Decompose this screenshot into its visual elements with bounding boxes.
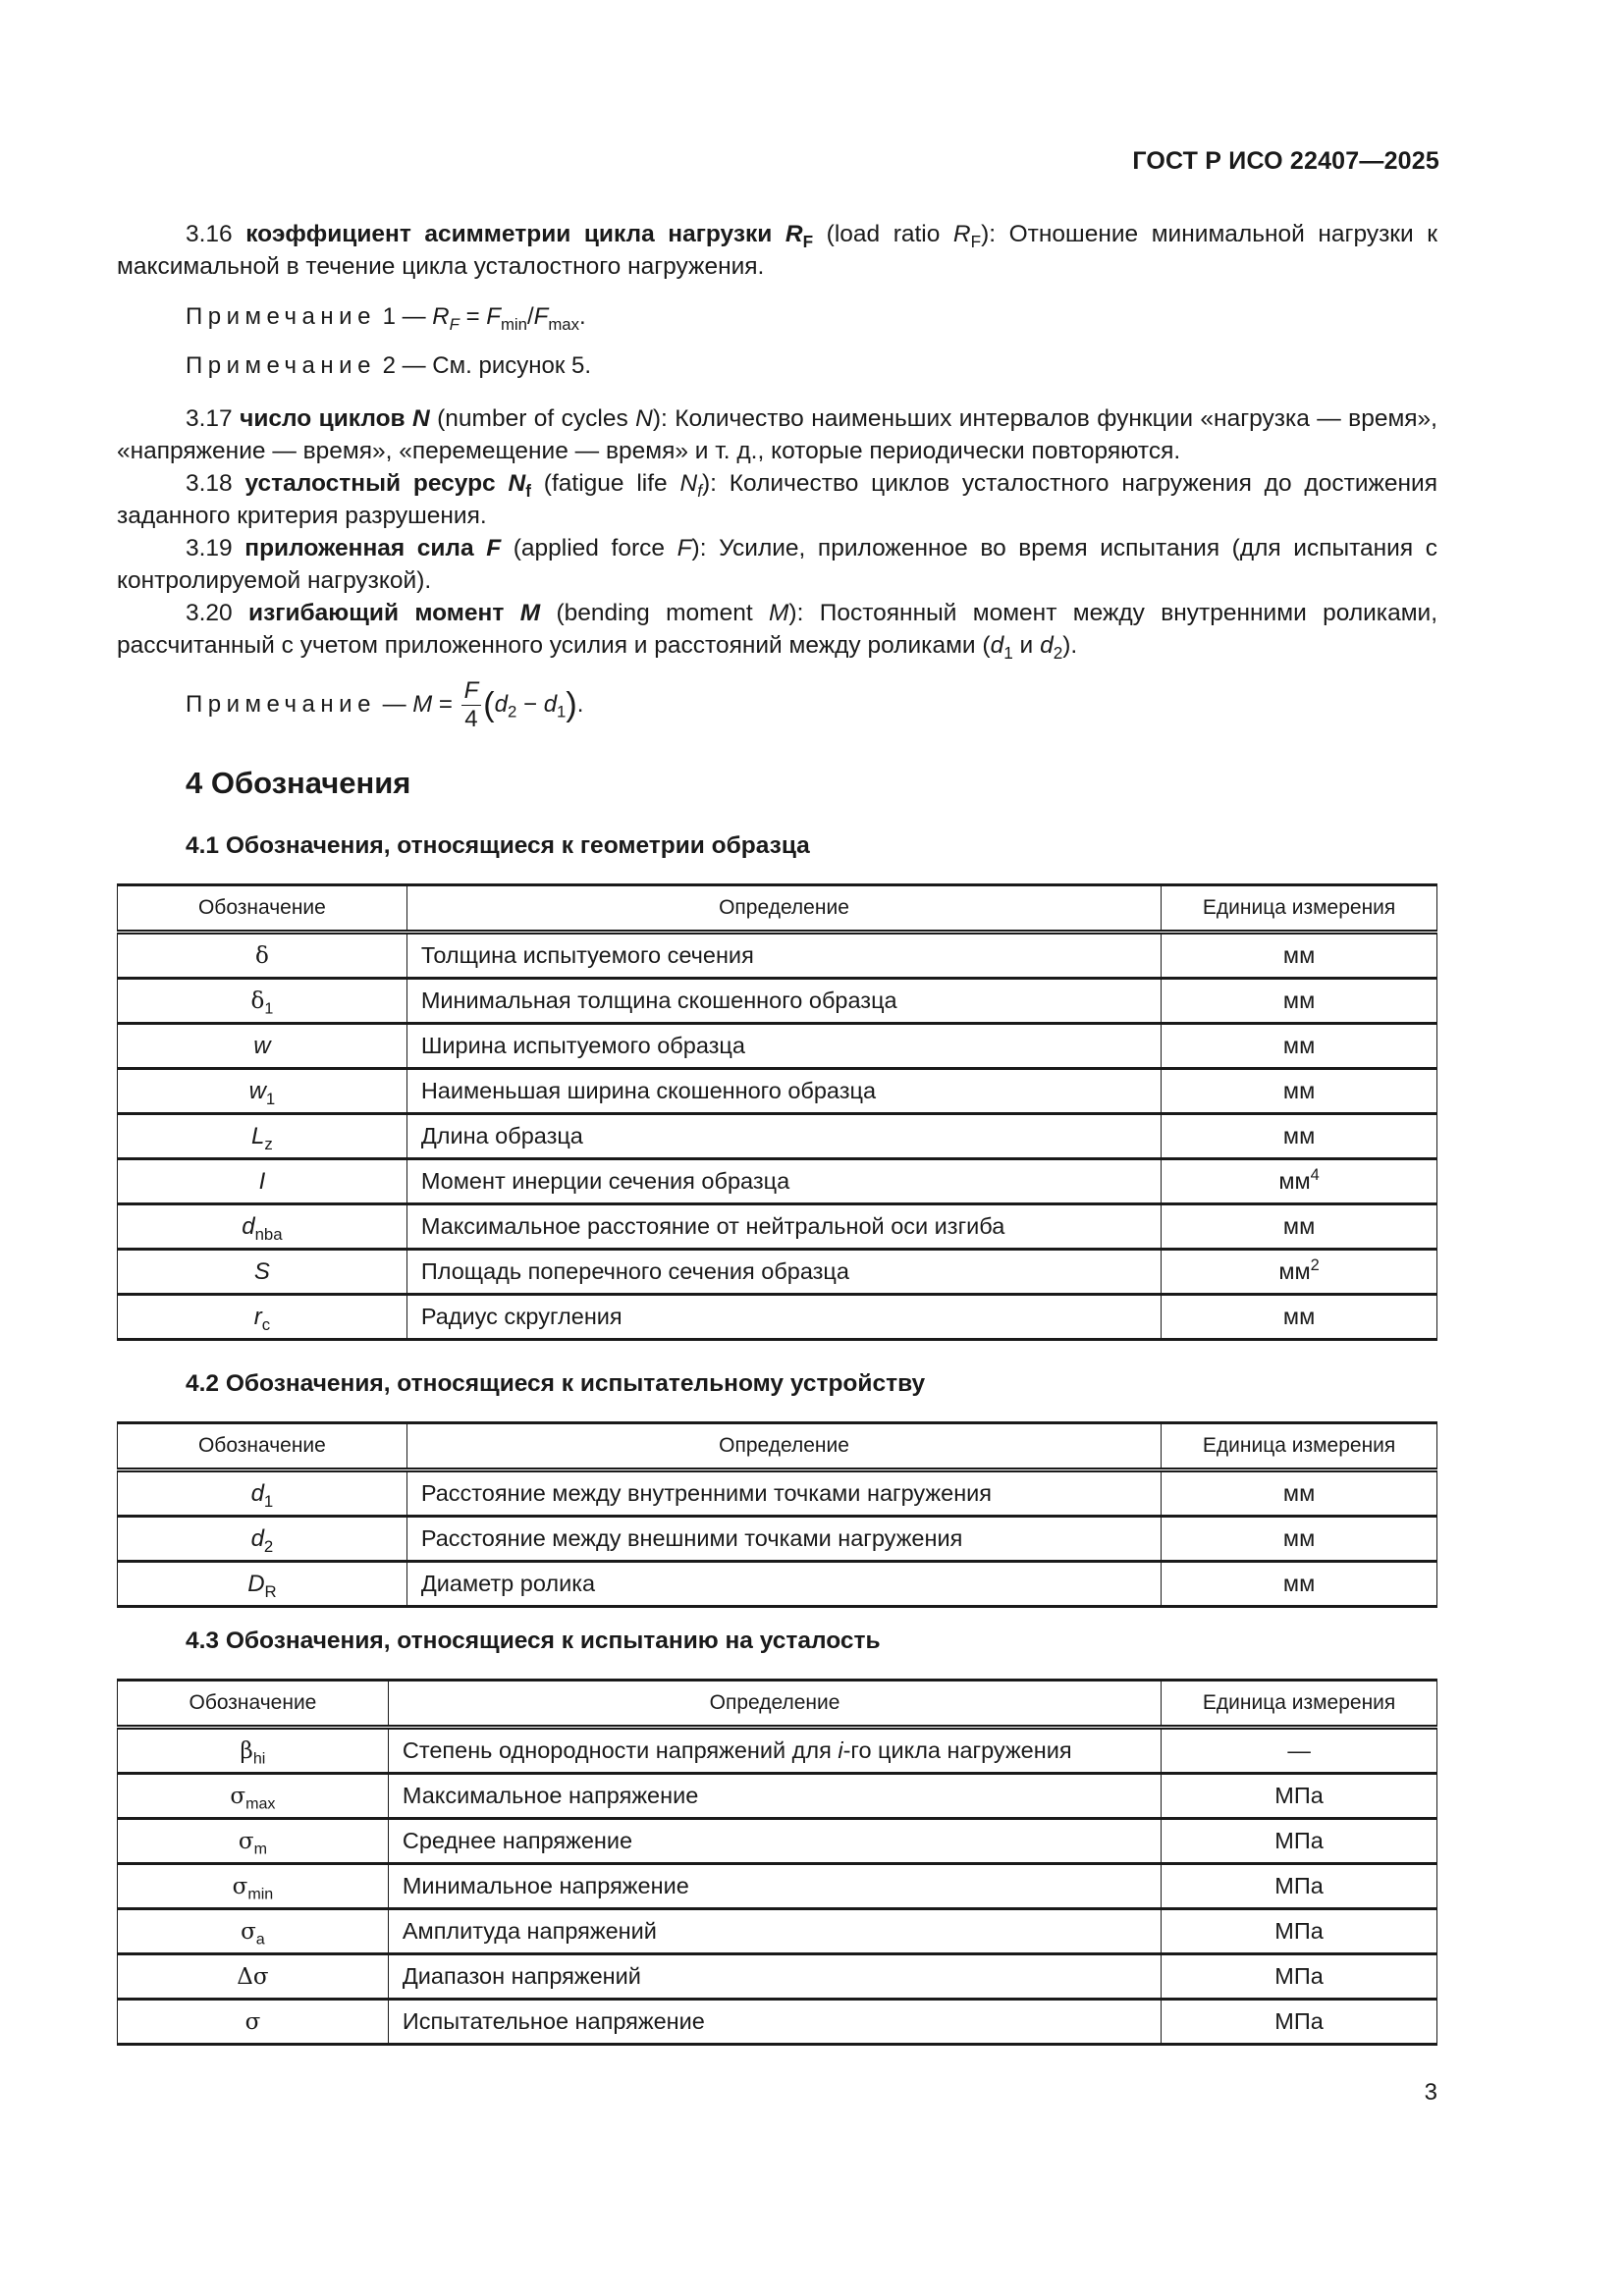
term-symbol: R	[785, 221, 803, 247]
symbol: β	[240, 1737, 253, 1764]
term-name-en: applied force	[520, 535, 665, 561]
table-row	[118, 2000, 1437, 2045]
table-header-row	[118, 885, 1437, 933]
note-label: Примечание	[186, 303, 376, 330]
definition-cell: Диаметр ролика	[406, 1562, 1161, 1607]
definition-cell: Диапазон напряжений	[388, 1954, 1161, 2000]
note-label: Примечание	[186, 352, 376, 379]
header-unit: Единица измерения	[1162, 1681, 1437, 1728]
unit-cell: мм	[1162, 1562, 1437, 1607]
term-number: 3.19	[186, 535, 233, 561]
term-symbol: N	[412, 405, 430, 432]
term-symbol-en: R	[952, 221, 971, 247]
symbol-cell	[118, 1864, 389, 1909]
table-row	[118, 1470, 1437, 1517]
term-symbol-sub: F	[802, 232, 814, 251]
definition-cell: Радиус скругления	[406, 1295, 1161, 1340]
term-symbol-sub: f	[525, 481, 531, 501]
definition-cell: Максимальное расстояние от нейтральной оси изгиба	[406, 1204, 1161, 1250]
unit-cell: мм	[1162, 933, 1437, 979]
term-definition-mid: и	[1012, 632, 1041, 659]
term-name-en: load ratio	[834, 221, 941, 247]
unit-cell: мм	[1162, 1114, 1437, 1159]
symbol-cell	[118, 1517, 407, 1562]
definition-cell: Длина образца	[406, 1114, 1161, 1159]
table-row	[118, 1114, 1437, 1159]
symbols-table-test-device	[117, 1421, 1437, 1608]
term-definition-end: ).	[1062, 632, 1078, 659]
note-text: См. рисунок 5.	[432, 352, 592, 379]
definition-cell: Минимальная толщина скошенного образца	[406, 979, 1161, 1024]
symbol-sub: min	[247, 1885, 274, 1903]
symbol-sub: m	[253, 1840, 267, 1858]
header-definition: Определение	[406, 885, 1161, 933]
term-symbol: N	[508, 470, 526, 497]
header-definition: Определение	[388, 1681, 1161, 1728]
header-symbol: Обозначение	[118, 1681, 389, 1728]
symbol-cell	[118, 1728, 389, 1774]
symbols-table-fatigue-test	[117, 1679, 1437, 2046]
definition-cell: Максимальное напряжение	[388, 1774, 1161, 1819]
subsection-4-3-title: 4.3 Обозначения, относящиеся к испытанию на усталость	[186, 1628, 881, 1654]
symbol: d	[250, 1524, 264, 1552]
header-unit: Единица измерения	[1162, 1423, 1437, 1470]
term-definition: Отношение минимальной нагрузки к максимальной в течение цикла усталостного нагружения.	[117, 221, 1437, 280]
definition-cell: Испытательное напряжение	[388, 2000, 1161, 2045]
note-number: 2	[382, 352, 396, 379]
note-dash: —	[382, 690, 406, 718]
unit-cell: МПа	[1162, 1819, 1437, 1864]
note-label: Примечание	[186, 690, 376, 718]
symbol-sub: hi	[252, 1749, 266, 1768]
term-symbol-en-sub: F	[970, 232, 982, 251]
unit-cell: МПа	[1162, 1909, 1437, 1954]
symbol: σ	[238, 1828, 254, 1854]
symbol-cell	[118, 933, 407, 979]
symbol: w	[248, 1077, 266, 1104]
term-name-ru: коэффициент асимметрии цикла нагрузки	[245, 221, 773, 247]
table-row	[118, 1864, 1437, 1909]
definition-cell: Минимальное напряжение	[388, 1864, 1161, 1909]
symbol: S	[253, 1257, 270, 1285]
unit-cell	[1162, 1250, 1437, 1295]
table-row	[118, 1562, 1437, 1607]
symbol: σ	[241, 1918, 256, 1945]
unit-cell: МПа	[1162, 1864, 1437, 1909]
symbol-cell	[118, 2000, 389, 2045]
symbol: D	[247, 1570, 265, 1597]
symbol: δ	[254, 942, 269, 969]
unit-cell: мм	[1162, 1470, 1437, 1517]
symbol: r	[253, 1303, 262, 1330]
unit: мм	[1278, 1258, 1311, 1284]
definition-cell: Площадь поперечного сечения образца	[406, 1250, 1161, 1295]
unit-exponent: 2	[1310, 1255, 1320, 1274]
definition-italic: i	[838, 1737, 843, 1763]
header-symbol: Обозначение	[118, 1423, 407, 1470]
table-row	[118, 979, 1437, 1024]
table-row	[118, 1159, 1437, 1204]
term-3-18: 3.18 усталостный ресурс $N_f$ (fatigue life $N_f$): Количество циклов усталостного нагружения до достижения заданного критерия разрушения.	[117, 470, 1438, 529]
symbol: I	[258, 1167, 266, 1195]
symbol-sub: max	[245, 1794, 276, 1813]
term-definition: Количество наименьших интервалов функции «нагрузка — время», «напряжение — время», «перемещение — время» и т. д., которые периодически повторяются.	[117, 405, 1437, 464]
symbol-sub: 1	[263, 1491, 274, 1511]
definition-cell: Расстояние между внутренними точками нагружения	[406, 1470, 1161, 1517]
definition-text: -го цикла нагружения	[842, 1737, 1072, 1763]
symbol-cell	[118, 1562, 407, 1607]
term-definition: Постоянный момент между внутренними роликами, рассчитанный с учетом приложенного усилия и расстояний между роликами (	[117, 600, 1438, 659]
symbol-cell	[118, 1470, 407, 1517]
unit-cell: мм	[1162, 979, 1437, 1024]
unit: мм	[1278, 1168, 1311, 1194]
symbol: σ	[232, 1873, 248, 1899]
table-header-row	[118, 1423, 1437, 1470]
subsection-4-1-title: 4.1 Обозначения, относящиеся к геометрии образца	[186, 832, 810, 859]
section-4-title: 4 Обозначения	[186, 766, 411, 800]
unit-cell: МПа	[1162, 1774, 1437, 1819]
definition-cell: Наименьшая ширина скошенного образца	[406, 1069, 1161, 1114]
term-name-ru: число циклов	[240, 405, 406, 432]
unit-cell: мм	[1162, 1517, 1437, 1562]
table-row	[118, 1069, 1437, 1114]
symbol-cell	[118, 1774, 389, 1819]
term-3-17: 3.17 число циклов N (number of cycles N): Количество наименьших интервалов функции «нагрузка — время», «напряжение — время», «перемещение — время» и т. д., которые периодически повторяются.	[117, 405, 1437, 464]
term-symbol: F	[486, 535, 502, 561]
unit-cell: мм	[1162, 1069, 1437, 1114]
page-number: 3	[1424, 2079, 1437, 2106]
definition-text: Степень однородности напряжений для	[402, 1737, 839, 1763]
definition-cell: Момент инерции сечения образца	[406, 1159, 1161, 1204]
symbol-cell	[118, 1295, 407, 1340]
term-3-19: 3.19 приложенная сила F (applied force F): Усилие, приложенное во время испытания (для испытания с контролируемой нагрузкой).	[117, 535, 1437, 594]
definition-cell: Ширина испытуемого образца	[406, 1024, 1161, 1069]
definition-cell: Среднее напряжение	[388, 1819, 1161, 1864]
table-row	[118, 1909, 1437, 1954]
term-3-20: 3.20 изгибающий момент M (bending moment M): Постоянный момент между внутренними роликами, рассчитанный с учетом приложенного усилия и расстояний между роликами ($d_1$ и $d_2$).	[117, 600, 1438, 663]
term-symbol-en-sub: f	[697, 481, 702, 501]
term-number: 3.16	[186, 221, 233, 247]
symbol-sub: a	[255, 1930, 265, 1949]
symbol-cell	[118, 979, 407, 1024]
table-row	[118, 933, 1437, 979]
symbol-cell	[118, 1024, 407, 1069]
symbol-cell	[118, 1114, 407, 1159]
subsection-4-2-title: 4.2 Обозначения, относящиеся к испытательному устройству	[186, 1370, 926, 1397]
symbol-cell	[118, 1250, 407, 1295]
symbol: Δσ	[237, 1963, 269, 1990]
header-definition: Определение	[406, 1423, 1161, 1470]
term-symbol-en: F	[677, 535, 692, 561]
symbol-cell	[118, 1204, 407, 1250]
table-row	[118, 1517, 1437, 1562]
symbol-cell	[118, 1954, 389, 2000]
term-name-en: fatigue life	[551, 470, 668, 497]
note-3-20: Примечание — M = $\frac{F}{4}$ $(d_2 - d_1)$.	[186, 677, 584, 732]
symbol-sub: 1	[265, 1089, 276, 1108]
symbols-table-geometry	[117, 883, 1437, 1341]
unit-cell: мм	[1162, 1204, 1437, 1250]
table-row	[118, 1295, 1437, 1340]
symbol-sub: c	[261, 1314, 271, 1334]
note-3-16-2: Примечание 2 — См. рисунок 5.	[186, 352, 592, 379]
header-unit: Единица измерения	[1162, 885, 1437, 933]
table-row	[118, 1819, 1437, 1864]
term-name-en: number of cycles	[445, 405, 628, 432]
symbol: σ	[244, 2008, 261, 2035]
term-number: 3.18	[186, 470, 233, 497]
unit-cell: мм	[1162, 1295, 1437, 1340]
note-number: 1	[382, 303, 396, 330]
term-definition: Количество циклов усталостного нагружения до достижения заданного критерия разрушения.	[117, 470, 1438, 529]
table-row	[118, 1204, 1437, 1250]
table-row	[118, 1024, 1437, 1069]
term-name-ru: изгибающий момент	[248, 600, 505, 626]
fraction-f-over-4: $\frac{F}{4}$	[461, 679, 482, 731]
header-symbol: Обозначение	[118, 885, 407, 933]
term-number: 3.17	[186, 405, 233, 432]
table-header-row	[118, 1681, 1437, 1728]
standard-code-header: ГОСТ Р ИСО 22407—2025	[1132, 147, 1439, 175]
definition-cell	[388, 1728, 1161, 1774]
unit-exponent: 4	[1310, 1165, 1320, 1184]
term-symbol: M	[519, 600, 541, 626]
definition-cell: Амплитуда напряжений	[388, 1909, 1161, 1954]
term-3-16: 3.16 коэффициент асимметрии цикла нагрузки $R_F$ (load ratio $R_F$): Отношение минимальной нагрузки к максимальной в течение цикла усталостного нагружения.	[117, 221, 1437, 280]
symbol-cell	[118, 1819, 389, 1864]
term-number: 3.20	[186, 600, 233, 626]
table-row	[118, 1954, 1437, 2000]
unit-cell: МПа	[1162, 1954, 1437, 2000]
unit-cell: мм	[1162, 1024, 1437, 1069]
table-row	[118, 1728, 1437, 1774]
term-name-ru: приложенная сила	[244, 535, 474, 561]
term-symbol-en: M	[769, 600, 789, 626]
term-symbol-en: N	[635, 405, 653, 432]
table-row	[118, 1774, 1437, 1819]
symbol: w	[253, 1032, 271, 1059]
unit-cell: —	[1162, 1728, 1437, 1774]
term-name-ru: усталостный ресурс	[244, 470, 496, 497]
table-row	[118, 1250, 1437, 1295]
symbol: d	[242, 1212, 255, 1240]
definition-cell: Толщина испытуемого сечения	[406, 933, 1161, 979]
unit-cell: МПа	[1162, 2000, 1437, 2045]
symbol-sub: 1	[264, 999, 274, 1018]
symbol-sub: nba	[254, 1224, 283, 1244]
symbol: σ	[230, 1783, 246, 1809]
symbol-cell	[118, 1069, 407, 1114]
symbol-sub: R	[264, 1581, 277, 1601]
note-3-16-1: Примечание 1 — $R_F = F_{min}/F_{max}$.	[186, 303, 586, 334]
symbol-sub: 2	[263, 1536, 274, 1556]
symbol-cell	[118, 1159, 407, 1204]
term-definition: Усилие, приложенное во время испытания (для испытания с контролируемой нагрузкой).	[117, 535, 1437, 594]
symbol-sub: z	[264, 1134, 273, 1153]
symbol: δ	[250, 988, 265, 1014]
definition-cell: Расстояние между внешними точками нагружения	[406, 1517, 1161, 1562]
symbol: d	[250, 1479, 264, 1507]
symbol-cell	[118, 1909, 389, 1954]
term-name-en: bending moment	[564, 600, 753, 626]
unit-cell	[1162, 1159, 1437, 1204]
term-symbol-en: N	[679, 470, 698, 497]
symbol: L	[251, 1122, 265, 1149]
